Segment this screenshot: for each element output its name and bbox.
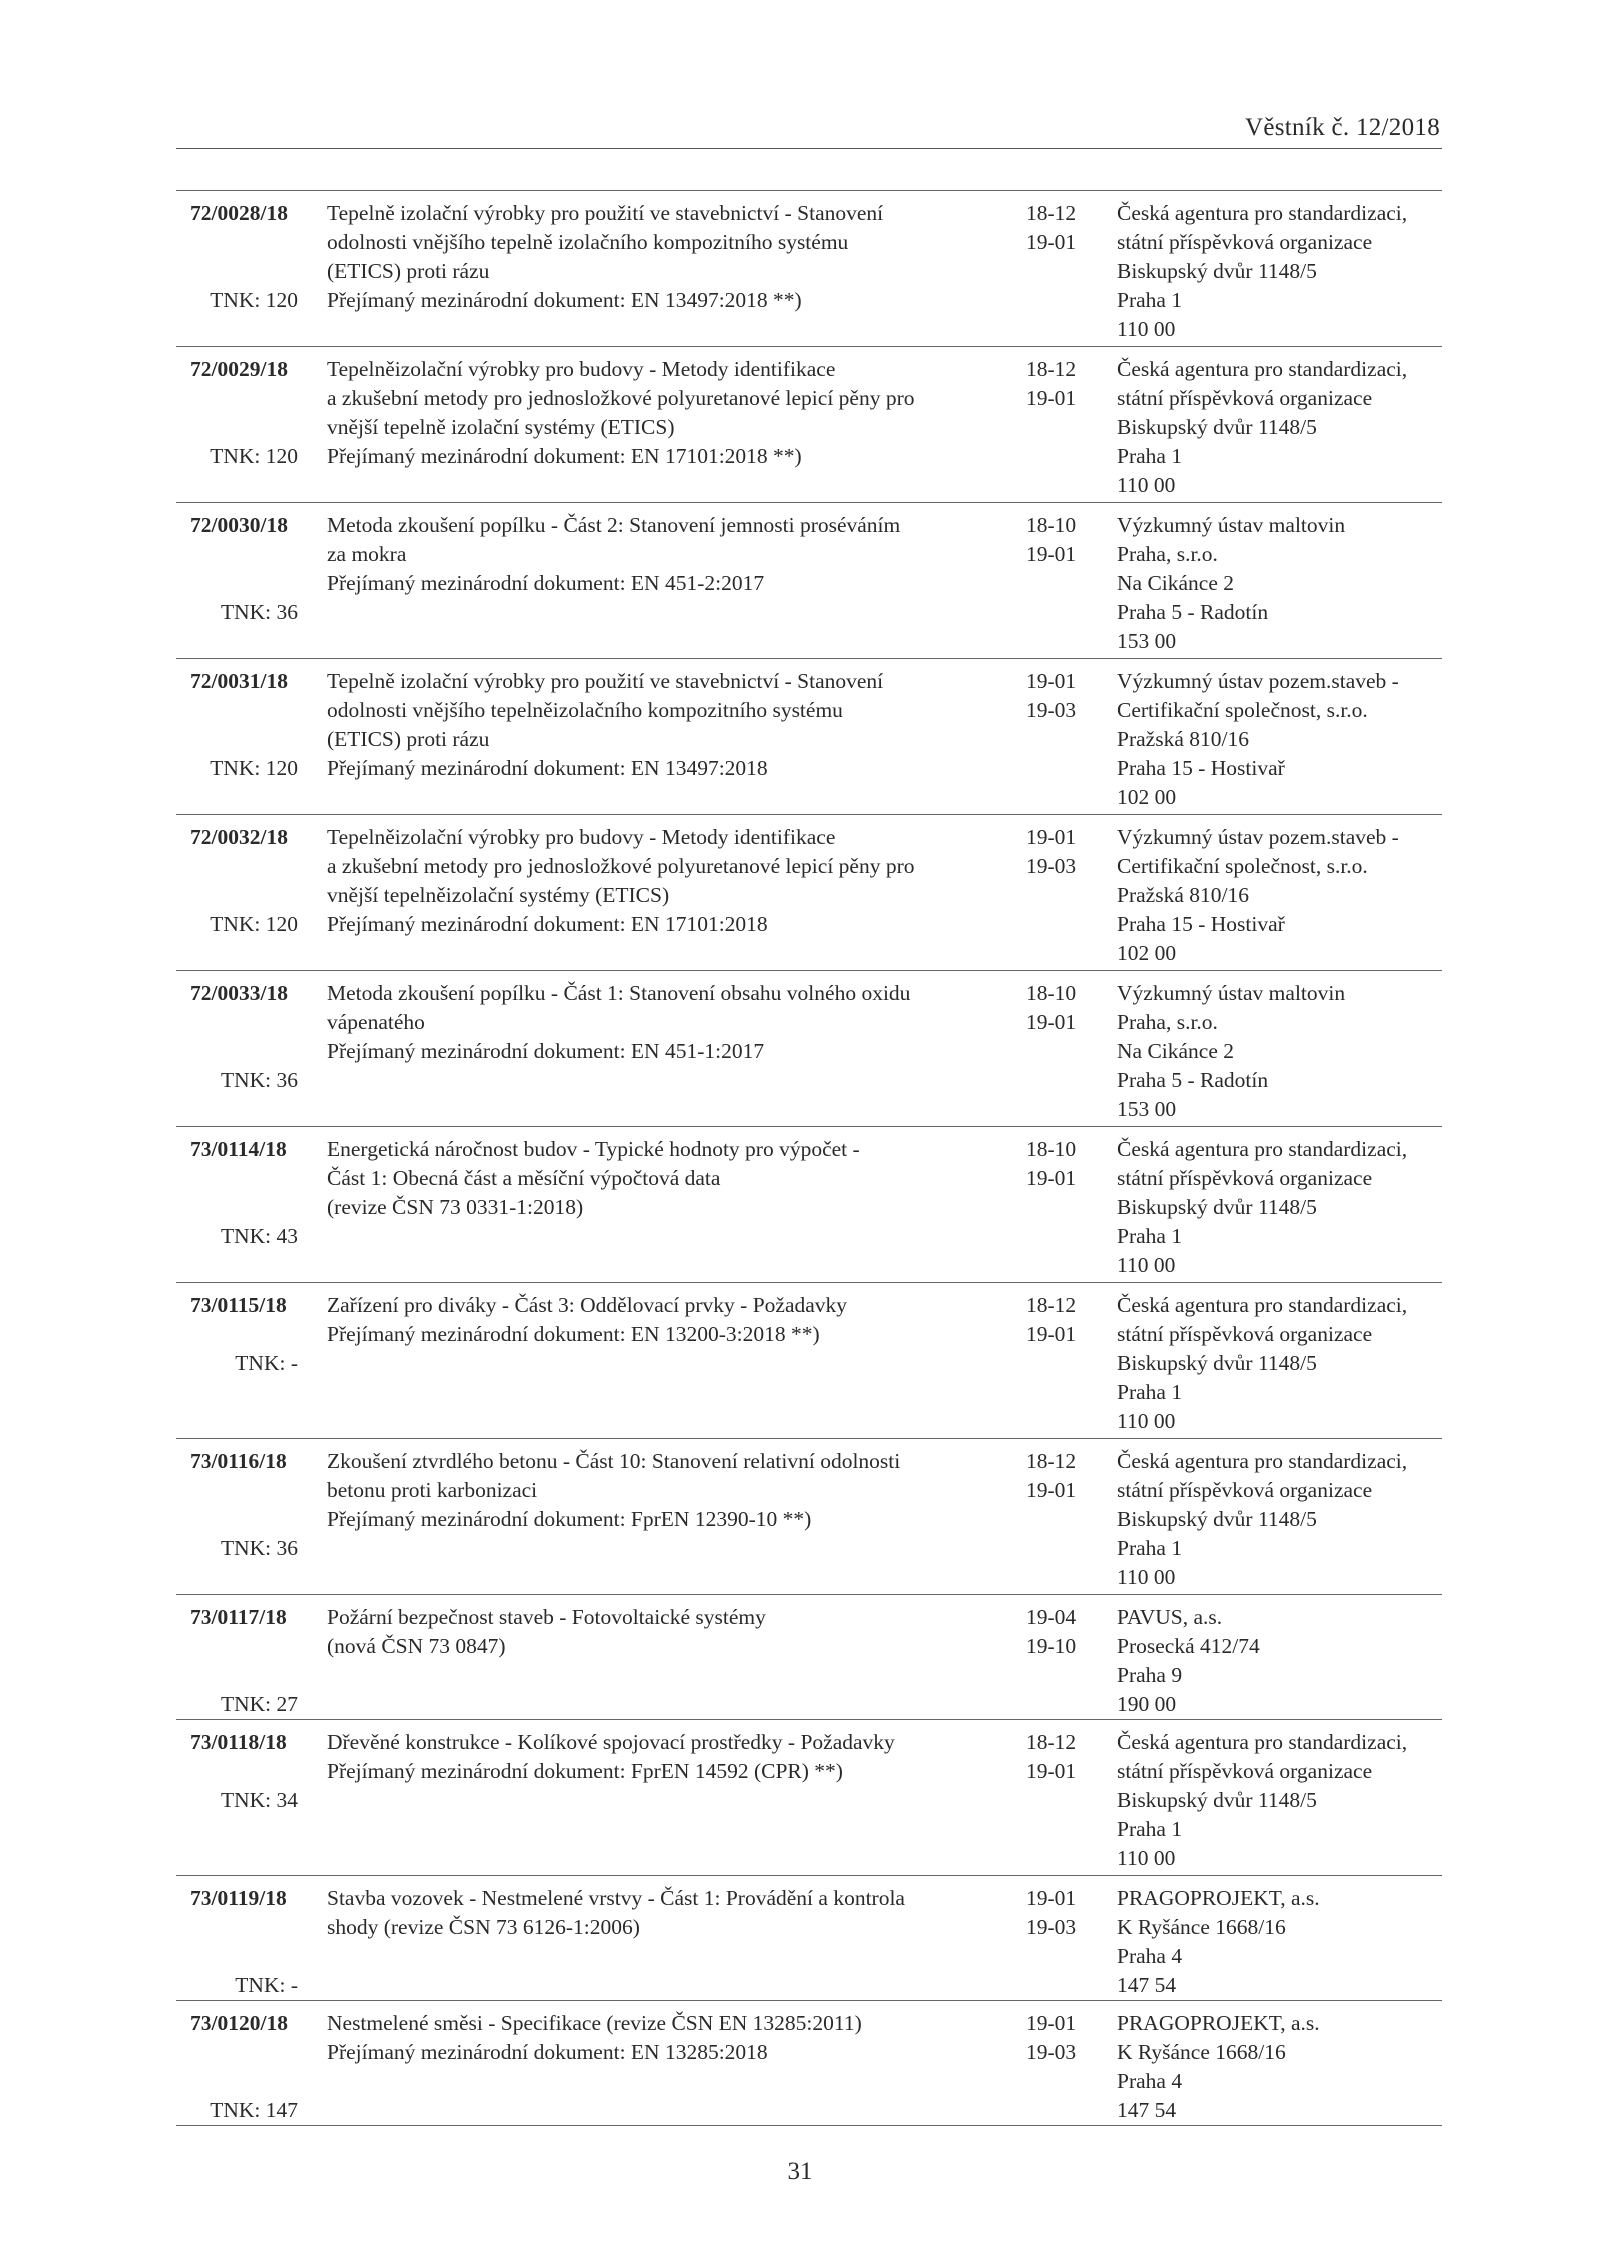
- date-code: 18-12: [1026, 1449, 1077, 1473]
- organization-line: Praha, s.r.o.: [1117, 1010, 1218, 1034]
- entry-number: 73/0119/18: [190, 1886, 287, 1910]
- organization-line: Pražská 810/16: [1117, 883, 1249, 907]
- description-line: Tepelněizolační výrobky pro budovy - Metody identifikace: [327, 825, 836, 849]
- organization-line: K Ryšánce 1668/16: [1117, 1915, 1286, 1939]
- date-code: 18-12: [1026, 1730, 1077, 1754]
- organization-line: Praha 5 - Radotín: [1117, 600, 1269, 624]
- description-line: (revize ČSN 73 0331-1:2018): [327, 1195, 584, 1219]
- organization-line: 110 00: [1117, 1253, 1176, 1277]
- organization-line: Pražská 810/16: [1117, 727, 1249, 751]
- description-line: (ETICS) proti rázu: [327, 727, 490, 751]
- organization-line: Praha 4: [1117, 2069, 1183, 2093]
- date-code: 18-12: [1026, 1293, 1077, 1317]
- description-line: Zkoušení ztvrdlého betonu - Část 10: Stanovení relativní odolnosti: [327, 1449, 901, 1473]
- tnk-label: TNK: 120: [210, 756, 298, 780]
- organization-line: Praha, s.r.o.: [1117, 542, 1218, 566]
- description-line: a zkušební metody pro jednosložkové polyuretanové lepicí pěny pro: [327, 854, 915, 878]
- organization-line: 110 00: [1117, 1565, 1176, 1589]
- description-line: odolnosti vnějšího tepelněizolačního kompozitního systému: [327, 698, 843, 722]
- entry-number: 72/0032/18: [190, 825, 288, 849]
- organization-line: Česká agentura pro standardizaci,: [1117, 201, 1408, 225]
- organization-line: Česká agentura pro standardizaci,: [1117, 1730, 1408, 1754]
- table-row: [176, 1875, 1442, 2000]
- organization-line: Výzkumný ústav maltovin: [1117, 513, 1346, 537]
- description-line: Nestmelené směsi - Specifikace (revize ČSN EN 13285:2011): [327, 2011, 862, 2035]
- organization-line: Výzkumný ústav maltovin: [1117, 981, 1346, 1005]
- description-line: Přejímaný mezinárodní dokument: EN 451-2:2017: [327, 571, 765, 595]
- description-line: Dřevěné konstrukce - Kolíkové spojovací prostředky - Požadavky: [327, 1730, 895, 1754]
- table-row: [176, 1594, 1442, 1719]
- table-row: [176, 502, 1442, 658]
- organization-line: Biskupský dvůr 1148/5: [1117, 1351, 1317, 1375]
- date-code: 19-01: [1026, 1886, 1077, 1910]
- description-line: Tepelně izolační výrobky pro použití ve stavebnictví - Stanovení: [327, 669, 884, 693]
- description-line: shody (revize ČSN 73 6126-1:2006): [327, 1915, 640, 1939]
- organization-line: 110 00: [1117, 317, 1176, 341]
- organization-line: Praha 15 - Hostivař: [1117, 912, 1285, 936]
- description-line: Tepelně izolační výrobky pro použití ve stavebnictví - Stanovení: [327, 201, 884, 225]
- organization-line: 110 00: [1117, 1409, 1176, 1433]
- description-line: Metoda zkoušení popílku - Část 1: Stanovení obsahu volného oxidu: [327, 981, 911, 1005]
- date-code: 19-01: [1026, 1010, 1077, 1034]
- description-line: (nová ČSN 73 0847): [327, 1634, 506, 1658]
- organization-line: Praha 1: [1117, 288, 1183, 312]
- organization-line: Praha 5 - Radotín: [1117, 1068, 1269, 1092]
- organization-line: Biskupský dvůr 1148/5: [1117, 415, 1317, 439]
- organization-line: 110 00: [1117, 473, 1176, 497]
- organization-line: Na Cikánce 2: [1117, 571, 1235, 595]
- date-code: 19-03: [1026, 1915, 1077, 1939]
- table-row: [176, 814, 1442, 970]
- date-code: 18-12: [1026, 201, 1077, 225]
- organization-line: Praha 1: [1117, 444, 1183, 468]
- description-line: Přejímaný mezinárodní dokument: EN 17101:2018 **): [327, 444, 802, 468]
- entry-number: 73/0114/18: [190, 1137, 287, 1161]
- date-code: 18-10: [1026, 513, 1077, 537]
- tnk-label: TNK: -: [235, 1973, 298, 1997]
- organization-line: 110 00: [1117, 1846, 1176, 1870]
- page-number: 31: [787, 2158, 813, 2185]
- tnk-label: TNK: 120: [210, 288, 298, 312]
- entry-number: 73/0118/18: [190, 1730, 287, 1754]
- entry-number: 72/0031/18: [190, 669, 288, 693]
- table-row: [176, 970, 1442, 1126]
- organization-line: Praha 1: [1117, 1380, 1183, 1404]
- description-line: betonu proti karbonizaci: [327, 1478, 538, 1502]
- description-line: Zařízení pro diváky - Část 3: Oddělovací prvky - Požadavky: [327, 1293, 848, 1317]
- description-line: Přejímaný mezinárodní dokument: EN 17101:2018: [327, 912, 768, 936]
- organization-line: Na Cikánce 2: [1117, 1039, 1235, 1063]
- organization-line: Biskupský dvůr 1148/5: [1117, 1788, 1317, 1812]
- description-line: Přejímaný mezinárodní dokument: EN 13200-3:2018 **): [327, 1322, 820, 1346]
- organization-line: Praha 1: [1117, 1224, 1183, 1248]
- organization-line: státní příspěvková organizace: [1117, 1759, 1373, 1783]
- tnk-label: TNK: 36: [220, 1536, 298, 1560]
- table-row: [176, 2000, 1442, 2126]
- organization-line: 147 54: [1117, 2098, 1177, 2122]
- tnk-label: TNK: -: [235, 1351, 298, 1375]
- organization-line: státní příspěvková organizace: [1117, 1478, 1373, 1502]
- organization-line: Praha 9: [1117, 1663, 1183, 1687]
- organization-line: Praha 4: [1117, 1944, 1183, 1968]
- table-row: [176, 1126, 1442, 1282]
- organization-line: 102 00: [1117, 941, 1177, 965]
- table-row: [176, 1282, 1442, 1438]
- organization-line: Česká agentura pro standardizaci,: [1117, 1449, 1408, 1473]
- date-code: 19-01: [1026, 1759, 1077, 1783]
- tnk-label: TNK: 120: [210, 444, 298, 468]
- bulletin-title: Věstník č. 12/2018: [1245, 114, 1440, 141]
- date-code: 19-01: [1026, 542, 1077, 566]
- organization-line: Biskupský dvůr 1148/5: [1117, 1507, 1317, 1531]
- description-line: Přejímaný mezinárodní dokument: FprEN 14592 (CPR) **): [327, 1759, 843, 1783]
- date-code: 19-01: [1026, 230, 1077, 254]
- entry-number: 73/0120/18: [190, 2011, 288, 2035]
- organization-line: Česká agentura pro standardizaci,: [1117, 1293, 1408, 1317]
- entry-number: 72/0029/18: [190, 357, 288, 381]
- tnk-label: TNK: 147: [210, 2098, 298, 2122]
- organization-line: 102 00: [1117, 785, 1177, 809]
- date-code: 19-01: [1026, 1322, 1077, 1346]
- organization-line: K Ryšánce 1668/16: [1117, 2040, 1286, 2064]
- date-code: 19-01: [1026, 386, 1077, 410]
- date-code: 18-12: [1026, 357, 1077, 381]
- organization-line: Biskupský dvůr 1148/5: [1117, 259, 1317, 283]
- description-line: Přejímaný mezinárodní dokument: FprEN 12390-10 **): [327, 1507, 812, 1531]
- entry-number: 72/0033/18: [190, 981, 288, 1005]
- description-line: odolnosti vnějšího tepelně izolačního kompozitního systému: [327, 230, 849, 254]
- organization-line: PRAGOPROJEKT, a.s.: [1117, 1886, 1320, 1910]
- entry-number: 73/0115/18: [190, 1293, 287, 1317]
- organization-line: PAVUS, a.s.: [1117, 1605, 1223, 1629]
- description-line: vápenatého: [327, 1010, 425, 1034]
- description-line: vnější tepelně izolační systémy (ETICS): [327, 415, 675, 439]
- description-line: Přejímaný mezinárodní dokument: EN 451-1:2017: [327, 1039, 765, 1063]
- organization-line: Certifikační společnost, s.r.o.: [1117, 698, 1368, 722]
- organization-line: Prosecká 412/74: [1117, 1634, 1260, 1658]
- organization-line: Výzkumný ústav pozem.staveb -: [1117, 825, 1399, 849]
- description-line: Metoda zkoušení popílku - Část 2: Stanovení jemnosti proséváním: [327, 513, 901, 537]
- organization-line: státní příspěvková organizace: [1117, 386, 1373, 410]
- tnk-label: TNK: 27: [220, 1692, 298, 1716]
- tnk-label: TNK: 43: [220, 1224, 298, 1248]
- date-code: 19-10: [1026, 1634, 1077, 1658]
- organization-line: 190 00: [1117, 1692, 1177, 1716]
- table-row: [176, 1438, 1442, 1594]
- page-header: [176, 112, 1442, 149]
- tnk-label: TNK: 36: [220, 1068, 298, 1092]
- description-line: Přejímaný mezinárodní dokument: EN 13285:2018: [327, 2040, 768, 2064]
- description-line: Energetická náročnost budov - Typické hodnoty pro výpočet -: [327, 1137, 860, 1161]
- organization-line: státní příspěvková organizace: [1117, 1322, 1373, 1346]
- tnk-label: TNK: 120: [210, 912, 298, 936]
- tnk-label: TNK: 34: [220, 1788, 298, 1812]
- description-line: (ETICS) proti rázu: [327, 259, 490, 283]
- description-line: Požární bezpečnost staveb - Fotovoltaické systémy: [327, 1605, 766, 1629]
- standards-table: [176, 190, 1442, 2126]
- organization-line: státní příspěvková organizace: [1117, 230, 1373, 254]
- entry-number: 72/0030/18: [190, 513, 288, 537]
- organization-line: státní příspěvková organizace: [1117, 1166, 1373, 1190]
- table-row: [176, 190, 1442, 346]
- organization-line: Výzkumný ústav pozem.staveb -: [1117, 669, 1399, 693]
- date-code: 19-01: [1026, 2011, 1077, 2035]
- description-line: a zkušební metody pro jednosložkové polyuretanové lepicí pěny pro: [327, 386, 915, 410]
- tnk-label: TNK: 36: [220, 600, 298, 624]
- entry-number: 72/0028/18: [190, 201, 288, 225]
- date-code: 19-03: [1026, 2040, 1077, 2064]
- organization-line: Česká agentura pro standardizaci,: [1117, 1137, 1408, 1161]
- description-line: za mokra: [327, 542, 407, 566]
- date-code: 19-01: [1026, 1478, 1077, 1502]
- organization-line: PRAGOPROJEKT, a.s.: [1117, 2011, 1320, 2035]
- organization-line: Praha 1: [1117, 1817, 1183, 1841]
- table-row: [176, 346, 1442, 502]
- date-code: 19-01: [1026, 825, 1077, 849]
- organization-line: Certifikační společnost, s.r.o.: [1117, 854, 1368, 878]
- date-code: 19-03: [1026, 854, 1077, 878]
- date-code: 19-03: [1026, 698, 1077, 722]
- date-code: 19-01: [1026, 1166, 1077, 1190]
- description-line: Stavba vozovek - Nestmelené vrstvy - Část 1: Provádění a kontrola: [327, 1886, 905, 1910]
- description-line: Přejímaný mezinárodní dokument: EN 13497:2018 **): [327, 288, 802, 312]
- date-code: 19-01: [1026, 669, 1077, 693]
- organization-line: 153 00: [1117, 1097, 1177, 1121]
- organization-line: 153 00: [1117, 629, 1177, 653]
- description-line: Tepelněizolační výrobky pro budovy - Metody identifikace: [327, 357, 836, 381]
- organization-line: 147 54: [1117, 1973, 1177, 1997]
- description-line: Přejímaný mezinárodní dokument: EN 13497:2018: [327, 756, 768, 780]
- date-code: 18-10: [1026, 1137, 1077, 1161]
- entry-number: 73/0117/18: [190, 1605, 287, 1629]
- table-row: [176, 1719, 1442, 1875]
- organization-line: Praha 1: [1117, 1536, 1183, 1560]
- organization-line: Praha 15 - Hostivař: [1117, 756, 1285, 780]
- organization-line: Česká agentura pro standardizaci,: [1117, 357, 1408, 381]
- date-code: 19-04: [1026, 1605, 1077, 1629]
- entry-number: 73/0116/18: [190, 1449, 287, 1473]
- description-line: vnější tepelněizolační systémy (ETICS): [327, 883, 670, 907]
- organization-line: Biskupský dvůr 1148/5: [1117, 1195, 1317, 1219]
- table-row: [176, 658, 1442, 814]
- description-line: Část 1: Obecná část a měsíční výpočtová data: [327, 1166, 721, 1190]
- date-code: 18-10: [1026, 981, 1077, 1005]
